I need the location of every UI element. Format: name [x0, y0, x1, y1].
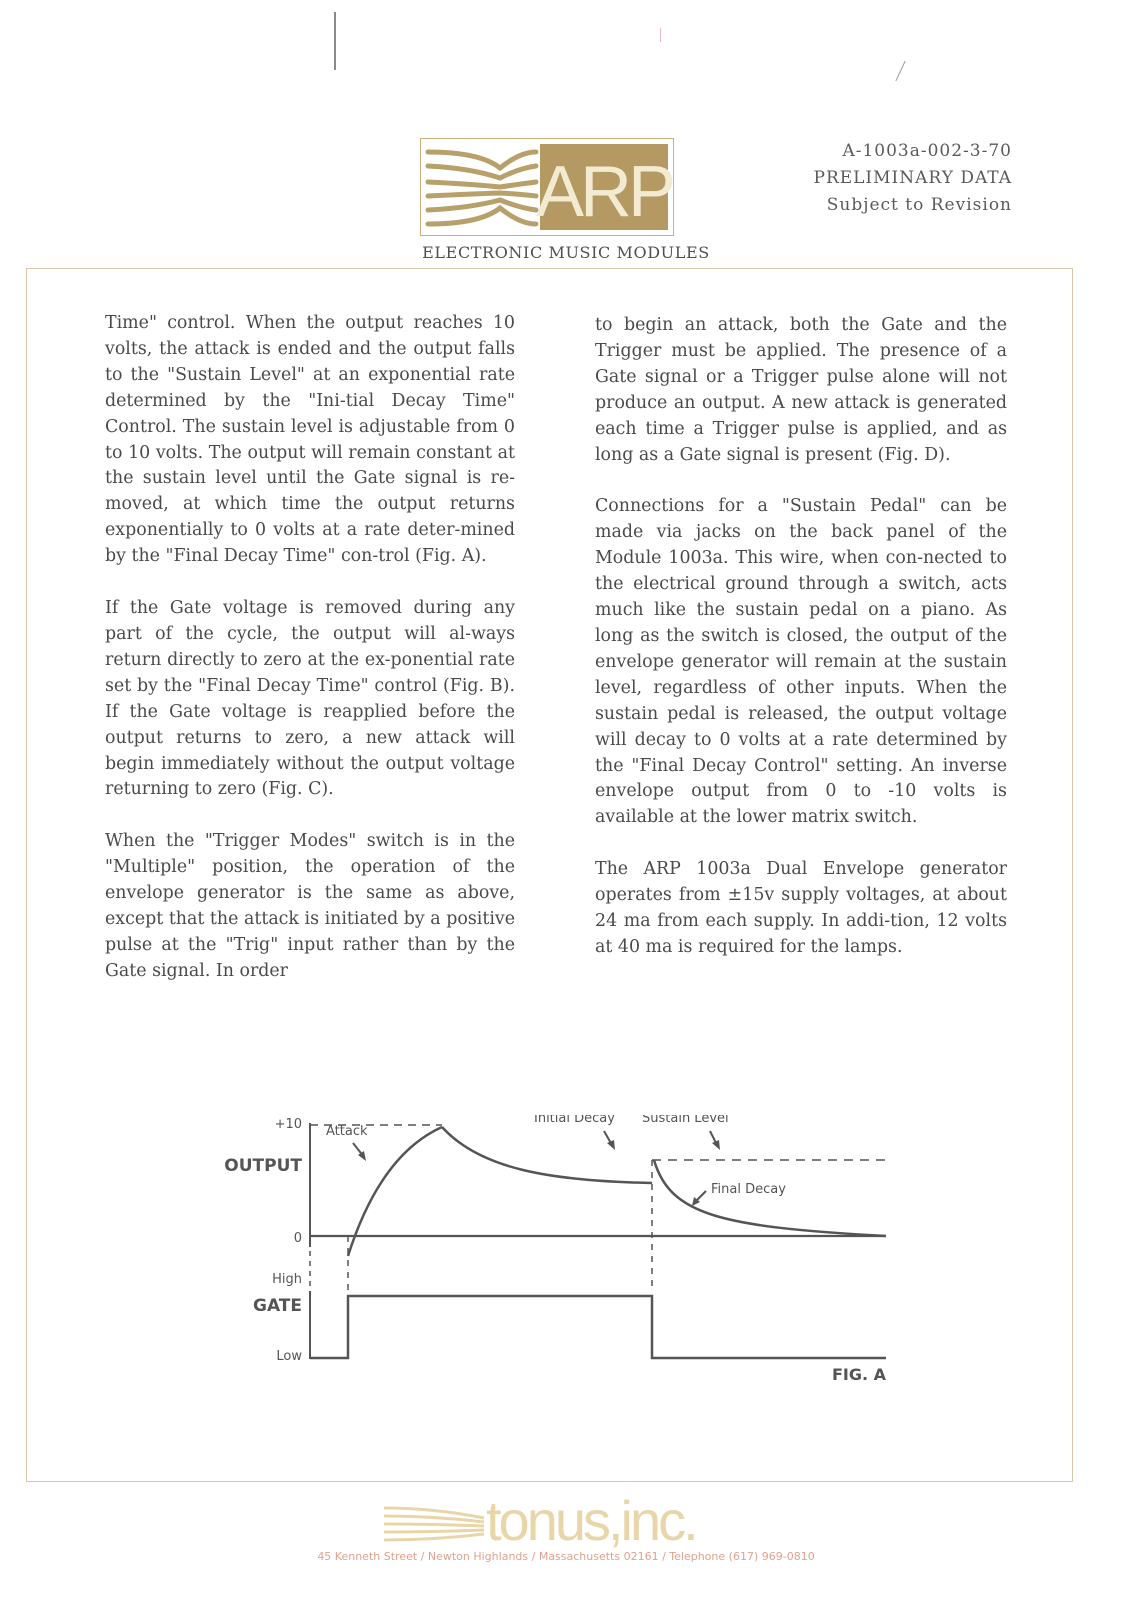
paragraph: Time" control. When the output reaches 10 volts, the attack is ended and the output falls to the "Sustain Level" at an exponential rate determined by the "Ini-tial Decay Time" Control. The sustain level is adjustable from 0 to 10 volts. The output will remain constant at the sustain level until the Gate signal is re-moved, at which time the output returns exponentially to 0 volts at a rate deter-mined by the "Final Decay Time" con-trol (Fig. A).	[105, 313, 515, 567]
scan-mark	[660, 28, 661, 42]
output-label: OUTPUT	[224, 1156, 302, 1176]
paragraph: If the Gate voltage is removed during any part of the cycle, the output will al-ways return directly to zero at the ex-ponential rate set by the "Final Decay Time" control (Fig. B). If the Gate voltage is reapplied before the output returns to zero, a new attack will begin immediately without the output voltage returning to zero (Fig. C).	[105, 598, 515, 800]
initial-decay-curve	[442, 1127, 652, 1183]
paragraph: to begin an attack, both the Gate and the Trigger must be applied. The presence of a Gate signal or a Trigger pulse alone will not produce an output. A new attack is generated each time a Trigger pulse is applied, and as long as a Gate signal is present (Fig. D).	[595, 315, 1007, 465]
gate-signal	[310, 1296, 886, 1358]
zero-label: 0	[293, 1231, 302, 1246]
doc-status: PRELIMINARY DATA	[813, 168, 1012, 188]
logo-text: ARP	[535, 152, 673, 232]
left-column	[105, 311, 515, 1011]
initial-decay-arrow-head	[607, 1140, 615, 1150]
paragraph: The ARP 1003a Dual Envelope generator operates from ±15v supply voltages, at about 24 ma from each supply. In addi-tion, 12 volts at 40 ma is required for the lamps.	[595, 859, 1007, 957]
paragraph: When the "Trigger Modes" switch is in the "Multiple" position, the operation of the envelope generator is the same as above, except that the attack is initiated by a positive pulse at the "Trig" input rather than by the Gate signal. In order	[105, 831, 515, 981]
high-label: High	[272, 1272, 302, 1287]
final-decay-label: Final Decay	[711, 1182, 786, 1197]
fig-label: FIG. A	[831, 1365, 886, 1384]
scan-mark	[895, 61, 905, 81]
scan-mark	[334, 12, 336, 70]
initial-decay-label: Initial Decay	[534, 1115, 615, 1126]
document-metadata	[740, 138, 1012, 219]
low-label: Low	[276, 1349, 302, 1364]
envelope-figure	[220, 1115, 920, 1425]
arp-logo	[420, 138, 674, 236]
final-decay-curve	[654, 1160, 886, 1236]
doc-number: A-1003a-002-3-70	[842, 141, 1012, 161]
gate-label: GATE	[253, 1296, 302, 1316]
section-title: ELECTRONIC MUSIC MODULES	[422, 243, 710, 262]
right-column	[595, 313, 1007, 987]
company-name: tonus,inc.	[486, 1489, 696, 1548]
tonus-logo	[384, 1488, 724, 1548]
plus10-label: +10	[274, 1117, 302, 1132]
paragraph: Connections for a "Sustain Pedal" can be made via jacks on the back panel of the Module 1003a. This wire, when con-nected to the electrical ground through a switch, acts much like the sustain pedal on a piano. As long as the switch is closed, the output of the envelope generator will remain at the sustain level, regardless of other inputs. When the sustain pedal is released, the output voltage will decay to 0 volts at a rate determined by the "Final Decay Control" setting. An inverse envelope output from 0 to -10 volts is available at the lower matrix switch.	[595, 496, 1007, 828]
final-decay-arrow	[696, 1191, 706, 1201]
sustain-level-arrow-head	[712, 1140, 720, 1150]
footer-address: 45 Kenneth Street / Newton Highlands / Massachusetts 02161 / Telephone (617) 969-0810	[317, 1550, 815, 1563]
attack-label: Attack	[326, 1124, 368, 1139]
sustain-level-label: Sustain Level	[642, 1115, 729, 1126]
revision-note: Subject to Revision	[826, 195, 1012, 215]
